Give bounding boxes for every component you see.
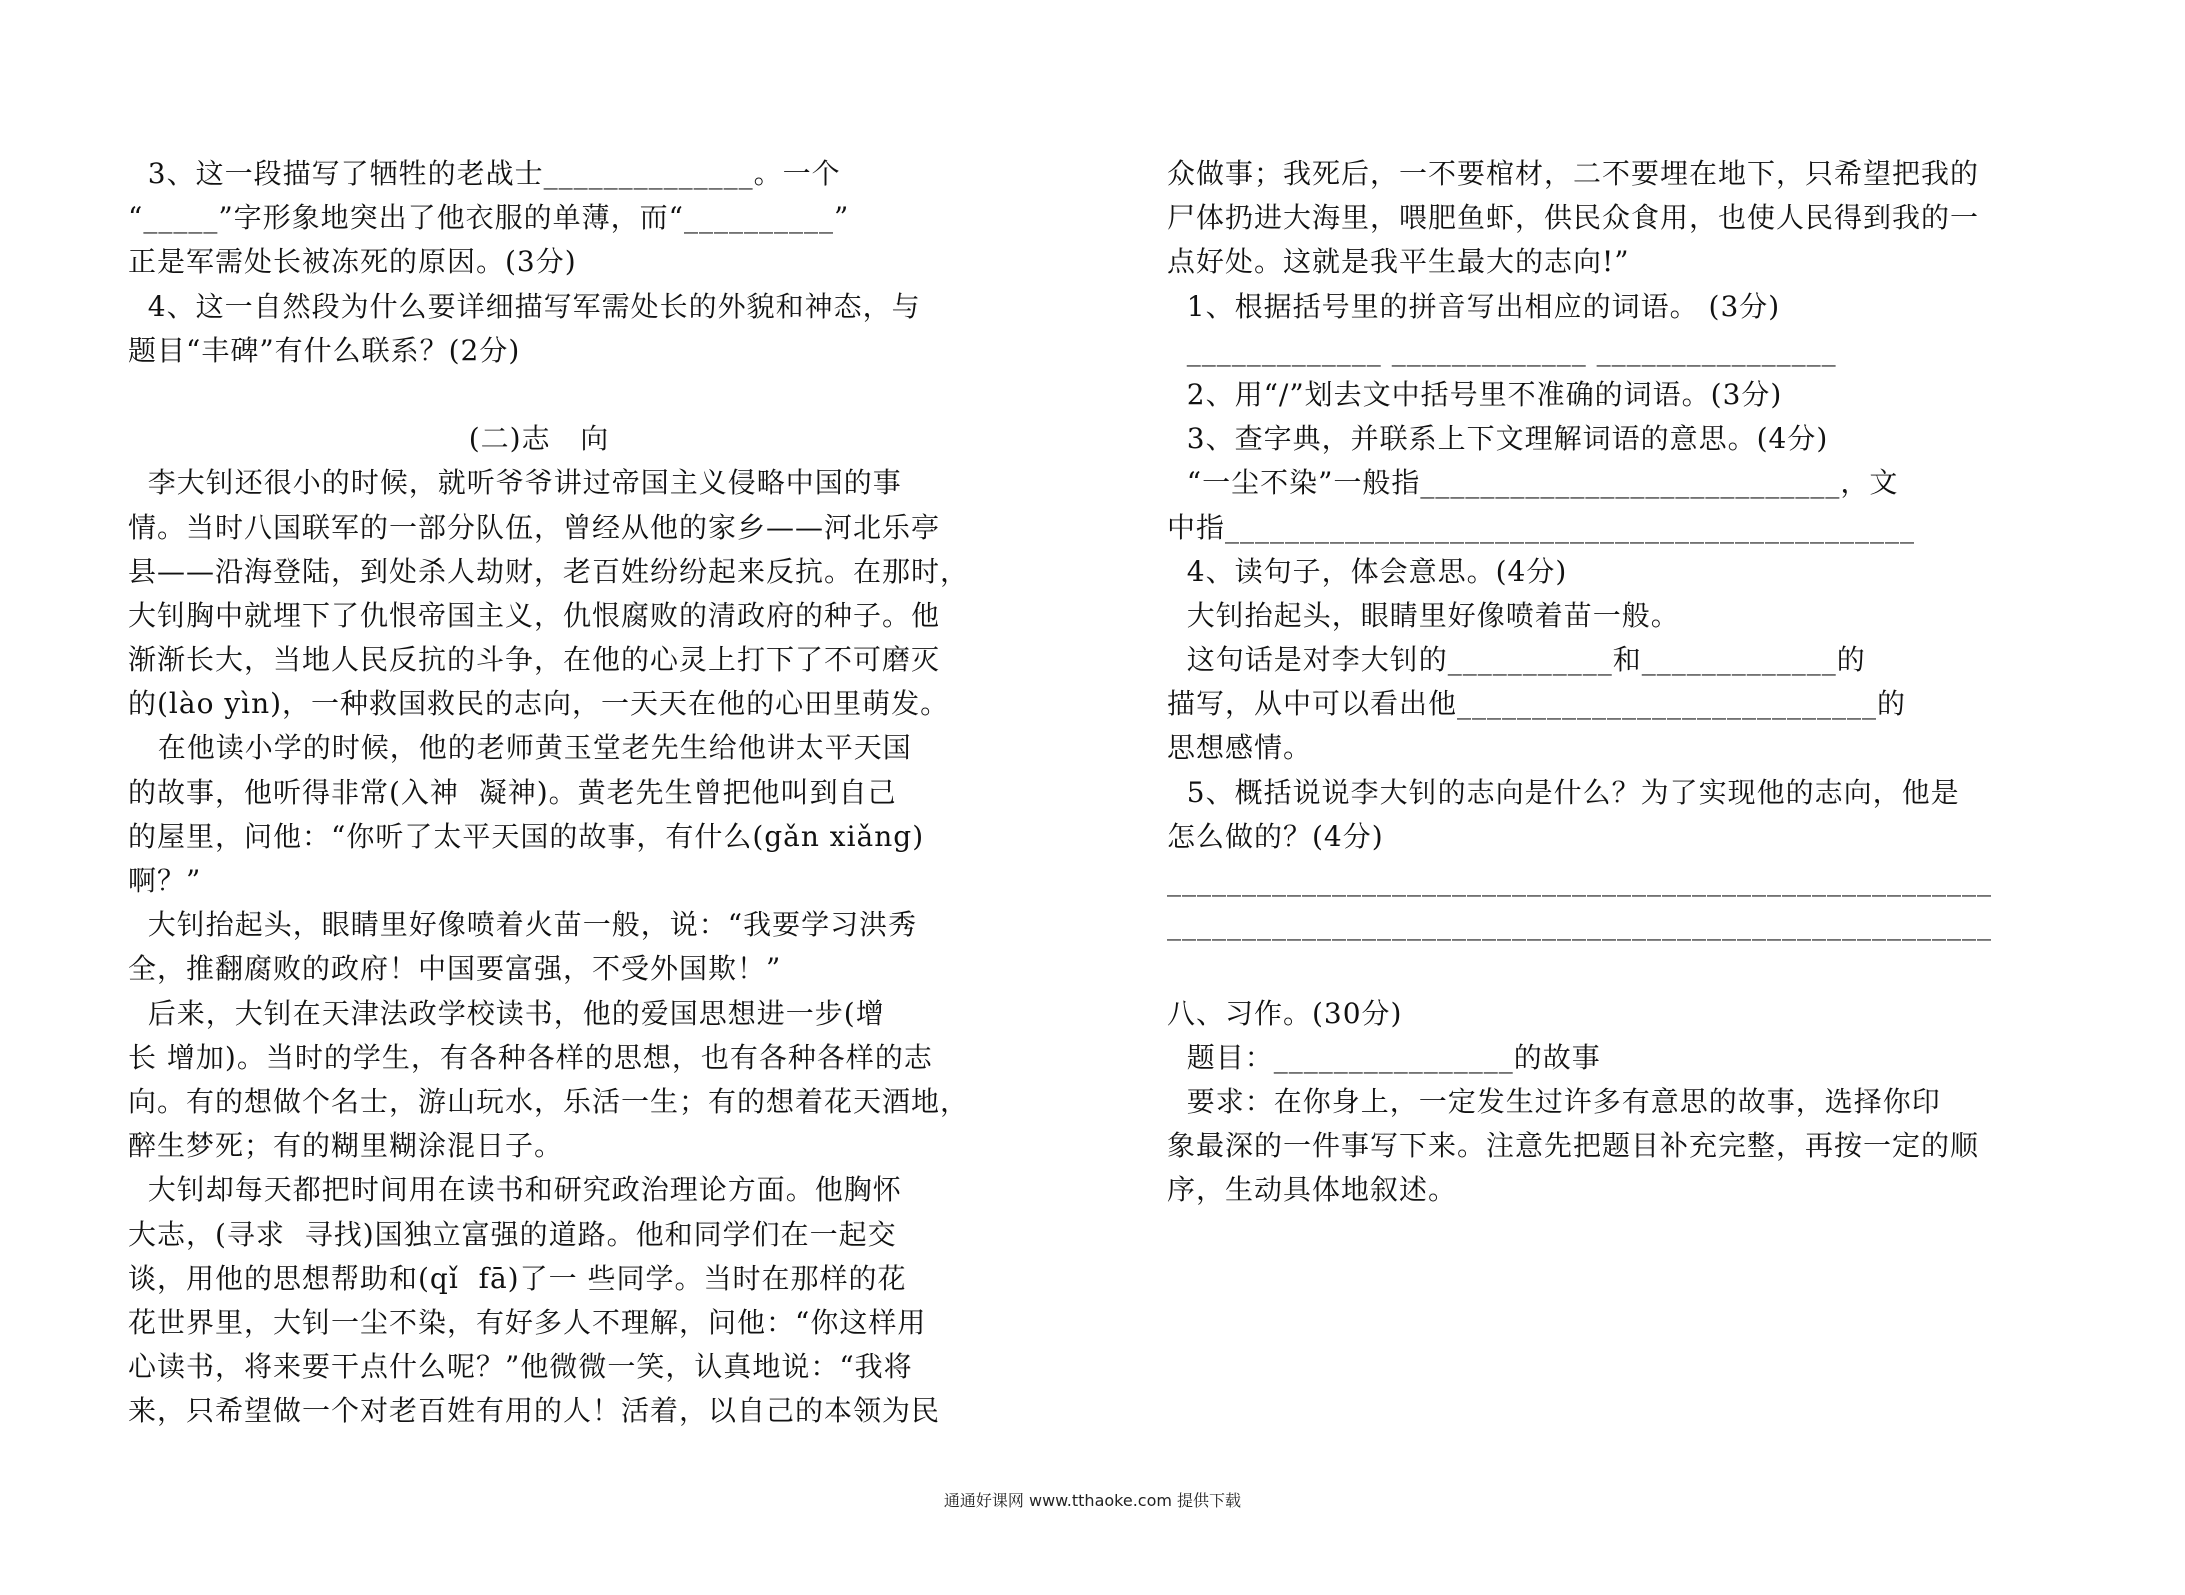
- answer-blanks-1: _____________ _____________ ________________: [1167, 333, 1837, 367]
- question-4-answer-1: 这句话是对李大钊的___________和_____________的: [1167, 643, 1866, 677]
- passage-line: 众做事；我死后，一不要棺材，二不要埋在地下，只希望把我的: [1167, 157, 1980, 190]
- blank-line: [1167, 947, 1989, 991]
- passage-line: 醉生梦死；有的糊里糊涂混日子。: [128, 1129, 564, 1163]
- passage-line: 全，推翻腐败的政府！中国要富强，不受外国欺！”: [128, 952, 782, 986]
- passage-line: 大钊胸中就埋下了仇恨帝国主义，仇恨腐败的清政府的种子。他: [128, 598, 941, 632]
- question-2: 2、用“/”划去文中括号里不准确的词语。(3分): [1167, 377, 1783, 411]
- passage-line: 后来，大钊在天津法政学校读书，他的爱国思想进一步(增: [128, 996, 885, 1030]
- blank-line: [128, 373, 950, 417]
- passage-line: 大志，(寻求 寻找)国独立富强的道路。他和同学们在一起交: [128, 1217, 897, 1251]
- passage-line: 啊？”: [128, 864, 202, 897]
- passage-line: 的故事，他听得非常(入神 凝神)。黄老先生曾把他叫到自己: [128, 775, 897, 809]
- composition-title: 题目：________________的故事: [1167, 1040, 1601, 1074]
- question-4-sentence: 大钊抬起头，眼睛里好像喷着苗一般。: [1167, 598, 1680, 632]
- answer-line: _______________________________________________________: [1167, 908, 1992, 942]
- footer-credit: 通通好课网 www.tthaoke.com 提供下载: [943, 1491, 1242, 1510]
- question-3-answer-2: 中指______________________________________________: [1167, 510, 1916, 544]
- passage-line: 在他读小学的时候，他的老师黄玉堂老先生给他讲太平天国: [128, 731, 912, 765]
- composition-requirement: 要求：在你身上，一定发生过许多有意思的故事，选择你印: [1167, 1084, 1941, 1118]
- passage-line: 尸体扔进大海里，喂肥鱼虾，供民众食用，也使人民得到我的一: [1167, 201, 1980, 235]
- question-4: 4、读句子，体会意思。(4分): [1167, 554, 1568, 588]
- passage-line: 向。有的想做个名士，游山玩水，乐活一生；有的想着花天酒地，: [128, 1084, 970, 1118]
- passage-line: 大钊抬起头，眼睛里好像喷着火苗一般，说：“我要学习洪秀: [128, 908, 918, 942]
- section-heading: (二)志 向: [468, 422, 610, 456]
- q3-line-3: 正是军需处长被冻死的原因。(3分): [128, 245, 577, 279]
- answer-line: _______________________________________________________: [1167, 864, 1992, 897]
- question-5: 5、概括说说李大钊的志向是什么？为了实现他的志向，他是: [1167, 775, 1960, 809]
- passage-line: 花世界里，大钊一尘不染，有好多人不理解，问他：“你这样用: [128, 1305, 927, 1339]
- passage-line: 的屋里，问他：“你听了太平天国的故事，有什么(gǎn xiǎng): [128, 819, 925, 853]
- question-3: 3、查字典，并联系上下文理解词语的意思。(4分): [1167, 422, 1829, 456]
- right-column: [1167, 152, 1992, 1213]
- left-column: [128, 152, 970, 1433]
- passage-line: 来，只希望做一个对老百姓有用的人！活着，以自己的本领为民: [128, 1394, 941, 1428]
- passage-line: 的(lào yìn)，一种救国救民的志向，一天天在他的心田里萌发。: [128, 687, 950, 721]
- passage-line: 点好处。这就是我平生最大的志向!”: [1167, 245, 1630, 279]
- question-4-answer-2: 描写，从中可以看出他____________________________的: [1167, 687, 1907, 721]
- question-3-answer-1: “一尘不染”一般指____________________________，文: [1167, 466, 1899, 500]
- passage-line: 李大钊还很小的时候，就听爷爷讲过帝国主义侵略中国的事: [128, 466, 902, 500]
- question-4-answer-3: 思想感情。: [1167, 731, 1313, 765]
- question-1: 1、根据括号里的拼音写出相应的词语。 (3分): [1167, 289, 1781, 323]
- q3-line-1: 3、这一段描写了牺牲的老战士______________。一个: [128, 157, 841, 190]
- composition-requirement: 象最深的一件事写下来。注意先把题目补充完整，再按一定的顺: [1167, 1129, 1980, 1163]
- passage-line: 谈，用他的思想帮助和(qǐ fā)了一 些同学。当时在那样的花: [128, 1261, 907, 1295]
- passage-line: 大钊却每天都把时间用在读书和研究政治理论方面。他胸怀: [128, 1173, 902, 1207]
- composition-heading: 八、习作。(30分): [1167, 996, 1403, 1030]
- q3-line-2: “_____”字形象地突出了他衣服的单薄，而“__________”: [128, 201, 850, 235]
- passage-line: 渐渐长大，当地人民反抗的斗争，在他的心灵上打下了不可磨灭: [128, 643, 941, 677]
- passage-line: 情。当时八国联军的一部分队伍，曾经从他的家乡——河北乐亭: [128, 510, 941, 544]
- question-5-cont: 怎么做的？(4分): [1167, 819, 1384, 853]
- passage-line: 长 增加)。当时的学生，有各种各样的思想，也有各种各样的志: [128, 1040, 933, 1074]
- composition-requirement: 序，生动具体地叙述。: [1167, 1173, 1458, 1207]
- q4-line-1: 4、这一自然段为什么要详细描写军需处长的外貌和神态，与: [128, 289, 921, 323]
- passage-line: 县——沿海登陆，到处杀人劫财，老百姓纷纷起来反抗。在那时，: [128, 554, 970, 588]
- passage-line: 心读书，将来要干点什么呢？”他微微一笑，认真地说：“我将: [128, 1350, 913, 1384]
- q4-line-2: 题目“丰碑”有什么联系？(2分): [128, 333, 521, 367]
